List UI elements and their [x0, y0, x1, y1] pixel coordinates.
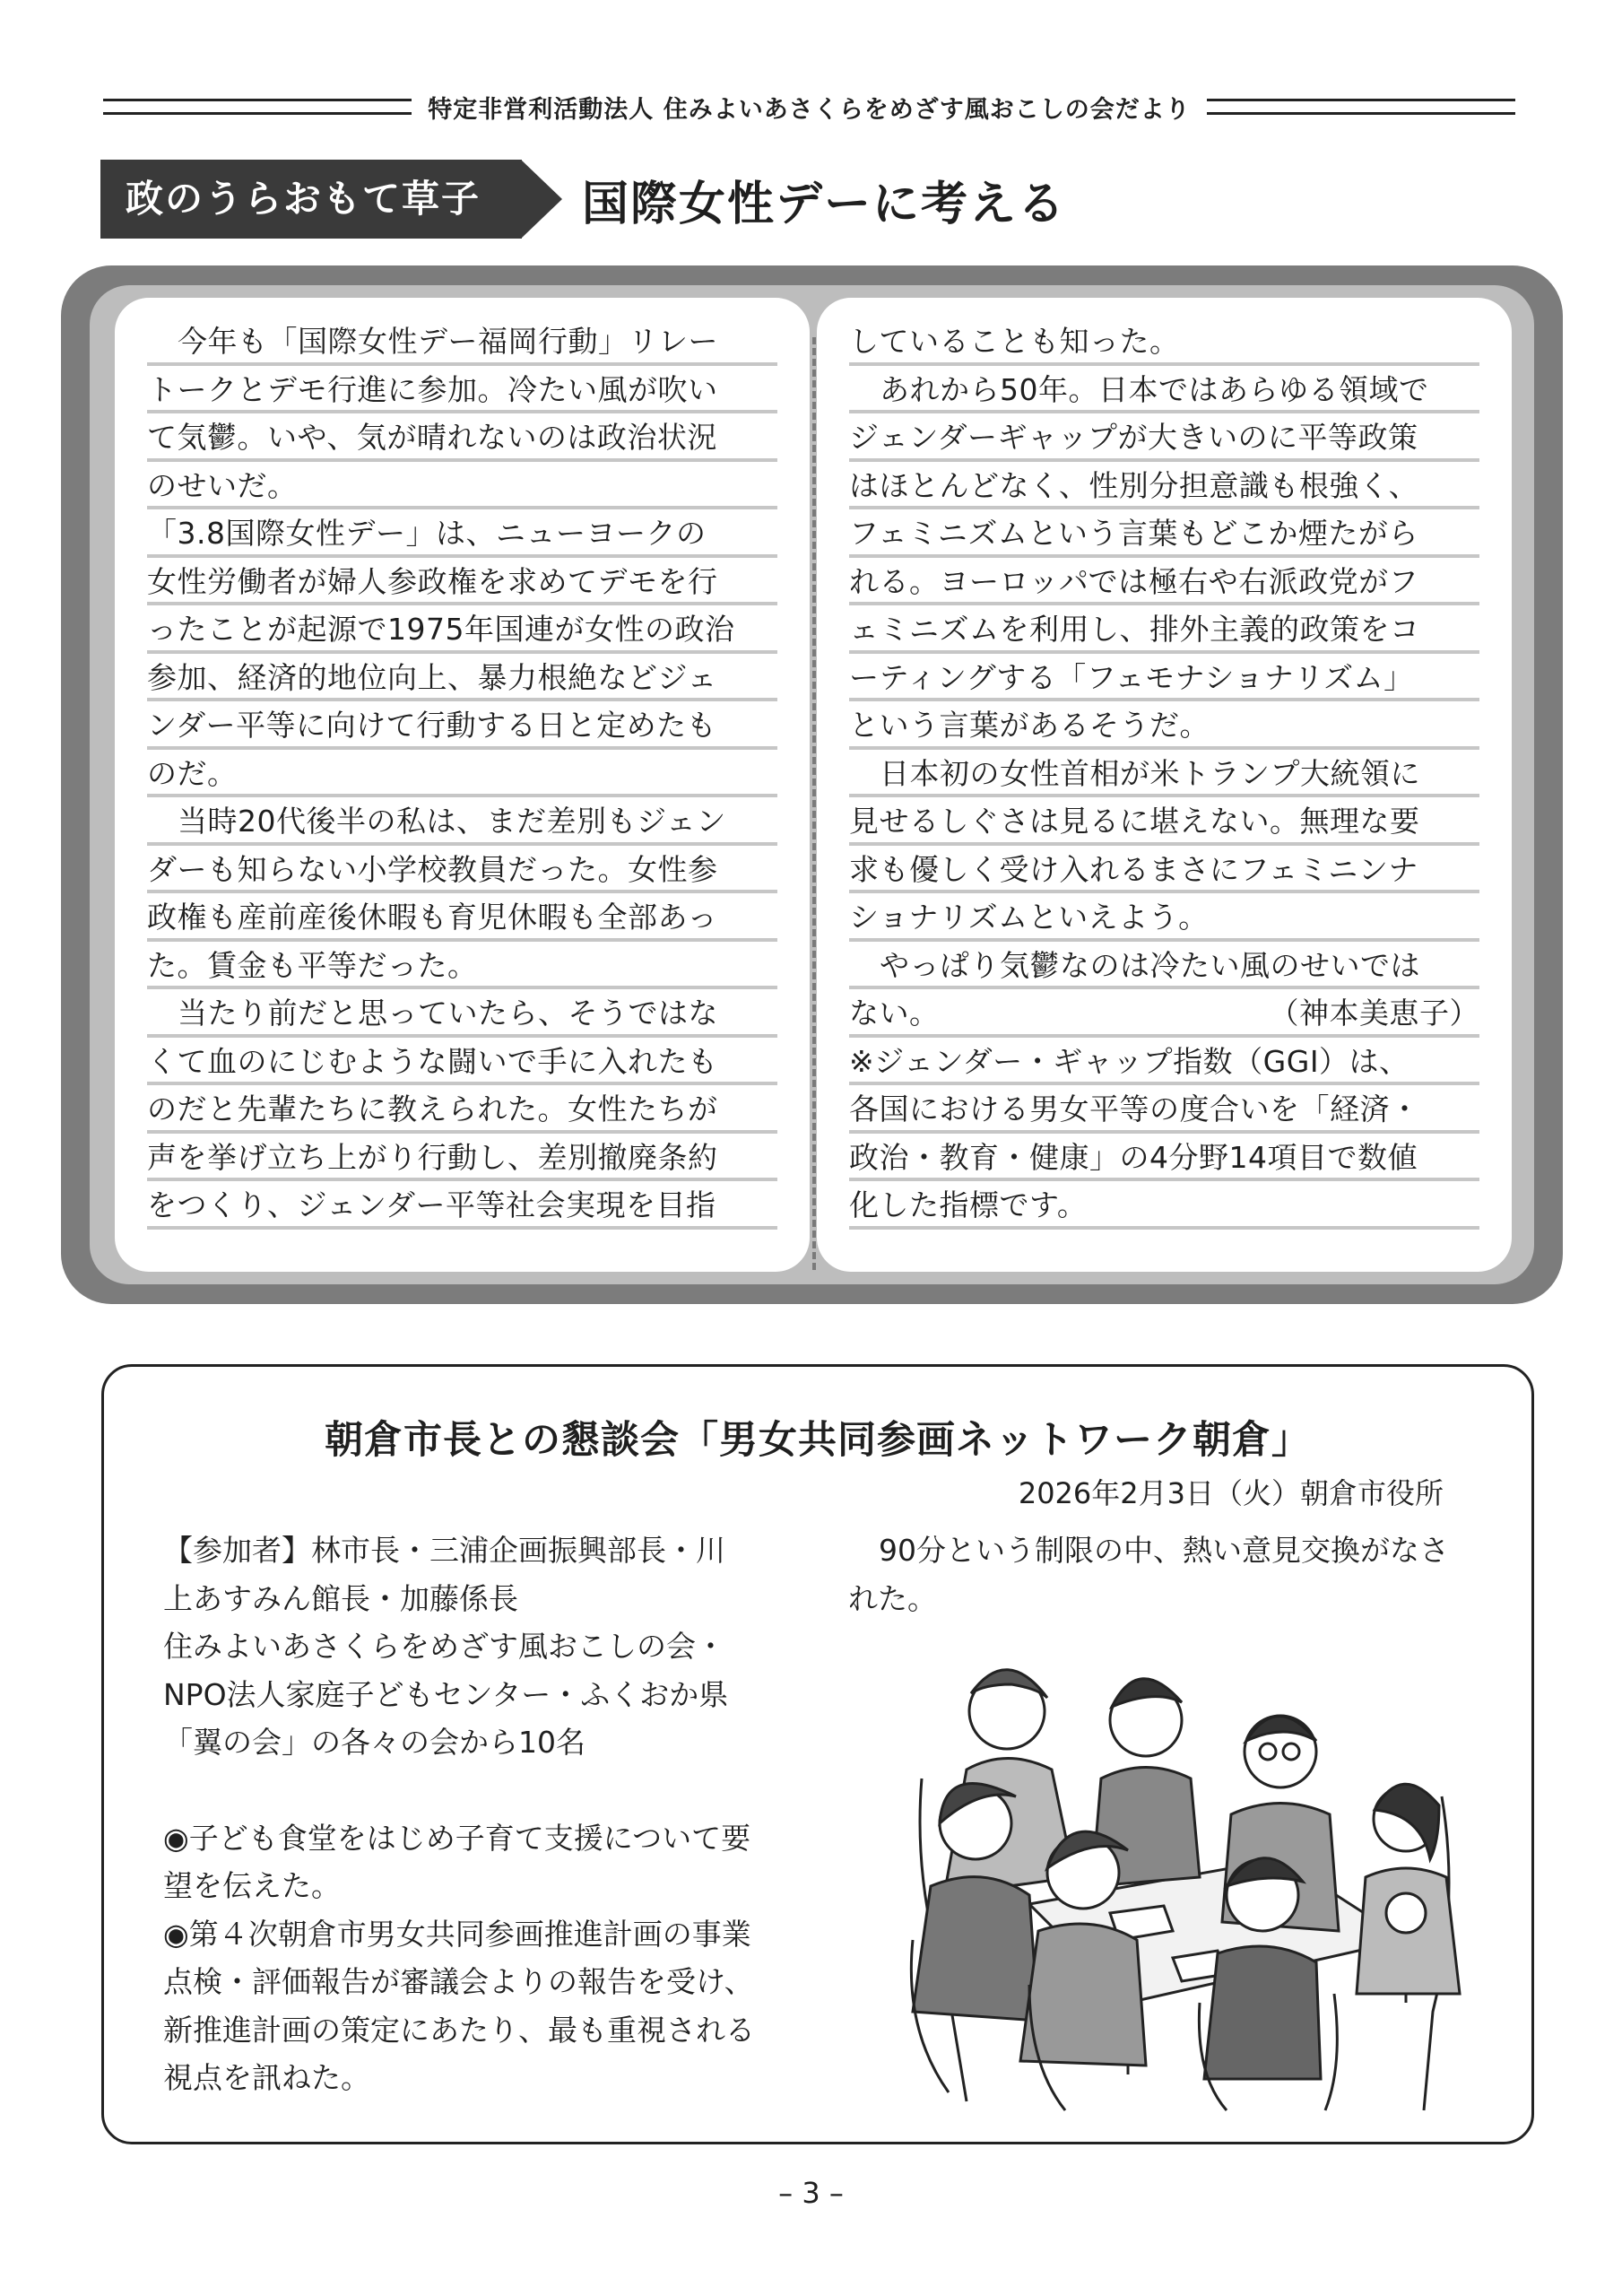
meeting-line: NPO法人家庭子どもセンター・ふくおか県 [163, 1676, 729, 1712]
meeting-line: 「翼の会」の各々の会から10名 [163, 1725, 585, 1760]
column-tag: 政のうらおもて草子 [100, 160, 522, 239]
column-divider [812, 337, 816, 1270]
author-name: （神本美恵子） [1269, 996, 1479, 1031]
article-line: していることも知った。 [849, 317, 1479, 366]
article-line: ショナリズムといえよう。 [849, 893, 1479, 942]
meeting-line: ◉子ども食堂をはじめ子育て支援について要 [163, 1820, 751, 1856]
arrow-icon [521, 160, 562, 239]
article-line: ったことが起源で1975年国連が女性の政治 [147, 605, 777, 654]
article-line: ジェンダーギャップが大きいのに平等政策 [849, 413, 1479, 462]
article-line: て気鬱。いや、気が晴れないのは政治状況 [147, 413, 777, 462]
article-line: あれから50年。日本ではあらゆる領域で [849, 366, 1479, 414]
article-line: のだ。 [147, 750, 777, 798]
article-line: をつくり、ジェンダー平等社会実現を目指 [147, 1181, 777, 1230]
meeting-right-text [848, 1526, 1476, 1622]
article-line: という言葉があるそうだ。 [849, 701, 1479, 750]
article-line: 政治・教育・健康」の4分野14項目で数値 [849, 1134, 1479, 1182]
meeting-line: 新推進計画の策定にあたり、最も重視される [163, 2012, 755, 2048]
article-line: 当時20代後半の私は、まだ差別もジェン [147, 797, 777, 846]
article-line: 化した指標です。 [849, 1181, 1479, 1230]
meeting-title: 朝倉市長との懇談会「男女共同参画ネットワーク朝倉」 [325, 1418, 1311, 1463]
meeting-line: 視点を訊ねた。 [163, 2060, 370, 2095]
article-line: 声を挙げ立ち上がり行動し、差別撤廃条約 [147, 1134, 777, 1182]
meeting-line: 上あすみん館長・加藤係長 [163, 1580, 518, 1616]
article-line: のせいだ。 [147, 462, 777, 510]
meeting-illustration [904, 1644, 1478, 2119]
masthead-rule-right [1207, 99, 1515, 115]
article-line: 各国における男女平等の度合いを「経済・ [849, 1085, 1479, 1134]
article-line: ンダー平等に向けて行動する日と定めたも [147, 701, 777, 750]
meeting-line: ◉第４次朝倉市男女共同参画推進計画の事業 [163, 1916, 751, 1952]
article-line: ない。 （神本美恵子） [849, 989, 1479, 1038]
meeting-line: 点検・評価報告が審議会よりの報告を受け、 [163, 1964, 754, 1999]
meeting-line: れた。 [848, 1580, 937, 1616]
article-line: ーティングする「フェモナショナリズム」 [849, 654, 1479, 702]
article-line: た。賃金も平等だった。 [147, 942, 777, 990]
article-line: ェミニズムを利用し、排外主義的政策をコ [849, 605, 1479, 654]
article-line: 今年も「国際女性デー福岡行動」リレー [147, 317, 777, 366]
masthead-text: 特定非営利活動法人 住みよいあさくらをめざす風おこしの会だより [428, 95, 1191, 124]
article-line: れる。ヨーロッパでは極右や右派政党がフ [849, 558, 1479, 606]
article-line: 「3.8国際女性デー」は、ニューヨークの [147, 509, 777, 558]
masthead [103, 93, 1515, 124]
column-heading [100, 160, 1066, 239]
article-line: くて血のにじむような闘いで手に入れたも [147, 1038, 777, 1086]
article-line: 参加、経済的地位向上、暴力根絶などジェ [147, 654, 777, 702]
article-right-column [817, 298, 1512, 1272]
article-line: ダーも知らない小学校教員だった。女性参 [147, 846, 777, 894]
article-line: 政権も産前産後休暇も育児休暇も全部あっ [147, 893, 777, 942]
meeting-line: 90分という制限の中、熱い意見交換がなさ [879, 1533, 1449, 1568]
article-line: はほとんどなく、性別分担意識も根強く、 [849, 462, 1479, 510]
article-line: やっぱり気鬱なのは冷たい風のせいでは [849, 942, 1479, 990]
article-line: 求も優しく受け入れるまさにフェミニンナ [849, 846, 1479, 894]
meeting-line [163, 1767, 818, 1814]
masthead-rule-left [103, 99, 412, 115]
article-line: 見せるしぐさは見るに堪えない。無理な要 [849, 797, 1479, 846]
article-line: フェミニズムという言葉もどこか煙たがら [849, 509, 1479, 558]
article-frame [61, 265, 1563, 1304]
article-line: トークとデモ行進に参加。冷たい風が吹い [147, 366, 777, 414]
article-line: 日本初の女性首相が米トランプ大統領に [849, 750, 1479, 798]
meeting-date: 2026年2月3日（火）朝倉市役所 [1018, 1476, 1444, 1510]
meeting-left-text [163, 1526, 818, 2102]
article-line: ※ジェンダー・ギャップ指数（GGI）は、 [849, 1038, 1479, 1086]
meeting-line: 【参加者】林市長・三浦企画振興部長・川 [163, 1533, 725, 1568]
page-number: – 3 – [778, 2176, 844, 2210]
column-headline: 国際女性デーに考える [582, 177, 1067, 231]
meeting-line: 望を伝えた。 [163, 1868, 341, 1903]
article-line: 当たり前だと思っていたら、そうではな [147, 989, 777, 1038]
meeting-line: 住みよいあさくらをめざす風おこしの会・ [163, 1629, 725, 1664]
article-left-column [115, 298, 810, 1272]
article-line: 女性労働者が婦人参政権を求めてデモを行 [147, 558, 777, 606]
article-line: のだと先輩たちに教えられた。女性たちが [147, 1085, 777, 1134]
